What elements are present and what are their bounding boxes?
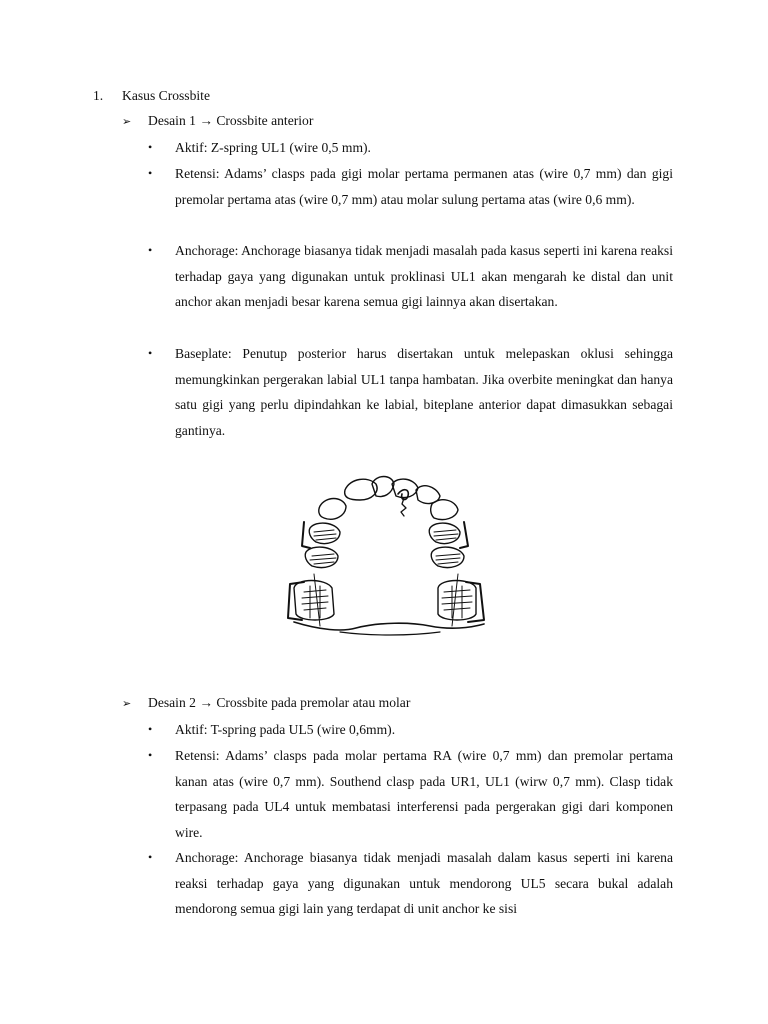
section-title: Kasus Crossbite	[122, 88, 210, 103]
design1-item-active: Aktif: Z-spring UL1 (wire 0,5 mm).	[175, 140, 371, 155]
bullet-icon: •	[148, 166, 153, 180]
arrow-bullet-icon: ➢	[122, 116, 132, 128]
bullet-icon: •	[148, 722, 153, 736]
design1-item-baseplate: Baseplate: Penutup posterior harus disertakan untuk melepaskan oklusi sehingga memungkinkan pergerakan labial UL1 tanpa hambatan. Jika overbite meningkat dan hanya satu gigi yang perlu dipindahkan ke labial, biteplane anterior dapat dimasukkan sebagai gantinya.	[175, 346, 673, 438]
design1-item-anchorage: Anchorage: Anchorage biasanya tidak menjadi masalah pada kasus seperti ini karena reaksi terhadap gaya yang digunakan untuk proklinasi UL1 akan mengarah ke distal dan unit anchor akan menjadi besar karena semua gigi lainnya akan disertakan.	[175, 243, 673, 310]
bullet-icon: •	[148, 140, 153, 154]
bullet-icon: •	[148, 748, 153, 762]
design1-title: Desain 1 → Crossbite anterior	[148, 113, 314, 128]
list-number: 1.	[93, 88, 104, 103]
arrow-bullet-icon: ➢	[122, 698, 132, 710]
design2-item-active: Aktif: T-spring pada UL5 (wire 0,6mm).	[175, 722, 396, 737]
design2-item-anchorage: Anchorage: Anchorage biasanya tidak menjadi masalah dalam kasus seperti ini karena reaksi terhadap gaya yang digunakan untuk mendorong UL5 secara bukal adalah mendorong semua gigi lain yang terdapat di unit anchor ke sisi	[175, 850, 673, 917]
dental-arch-appliance-drawing-icon	[280, 470, 490, 640]
bullet-icon: •	[148, 850, 153, 864]
design2-title: Desain 2 → Crossbite pada premolar atau molar	[148, 695, 411, 710]
design1-item-retention: Retensi: Adams’ clasps pada gigi molar pertama permanen atas (wire 0,7 mm) dan gigi premolar pertama atas (wire 0,7 mm) atau molar sulung pertama atas (wire 0,6 mm).	[175, 166, 673, 207]
design2-item-retention: Retensi: Adams’ clasps pada molar pertama RA (wire 0,7 mm) dan premolar pertama kanan atas (wire 0,7 mm). Southend clasp pada UR1, UL1 (wirw 0,7 mm). Clasp tidak terpasang pada UL4 untuk membatasi interferensi pada pergerakan gigi dari komponen wire.	[175, 748, 673, 840]
bullet-icon: •	[148, 346, 153, 360]
bullet-icon: •	[148, 243, 153, 257]
